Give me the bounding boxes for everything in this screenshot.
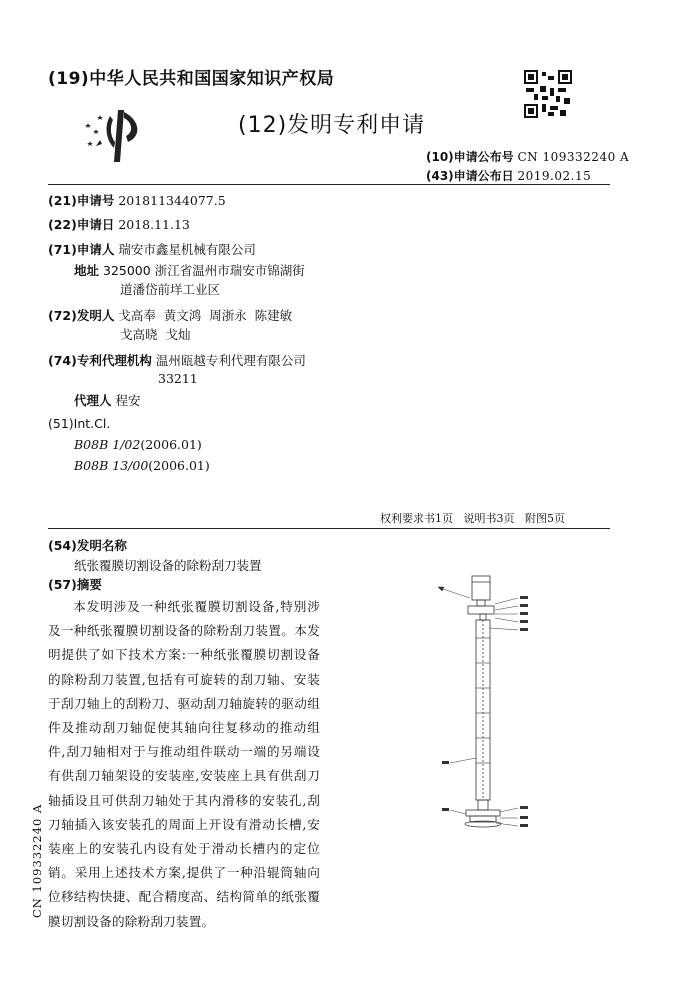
pages-summary: 权利要求书1页 说明书3页 附图5页 xyxy=(380,512,565,525)
applicant: 瑞安市鑫星机械有限公司 xyxy=(118,242,256,257)
inventors-line-2: 戈高晓 戈灿 xyxy=(120,327,191,342)
application-date-row xyxy=(48,215,190,233)
qr-code-icon xyxy=(524,70,572,118)
ipc-row-1 xyxy=(74,437,202,452)
agency-line-1: 温州瓯越专利代理有限公司 xyxy=(155,353,306,368)
ipc-code-1: B08B 1/02 xyxy=(74,437,141,452)
document-type-title: (12)发明专利申请 xyxy=(238,113,426,138)
agency-row xyxy=(48,351,306,369)
abstract-text: 本发明涉及一种纸张覆膜切割设备,特别涉及一种纸张覆膜切割设备的除粉刮刀装置。本发明提供了如下技术方案:一种纸张覆膜切割设备的除粉刮刀装置,包括有可旋转的刮刀轴、安装于刮刀轴上的刮粉刀、驱动刮刀轴旋转的驱动组件及推动刮刀轴促使其轴向往复移动的推动组件,刮刀轴相对于与推动组件联动一端的另端设有供刮刀轴架设的安装座,安装座上具有供刮刀轴插设且可供刮刀轴处于其内滑移的安装孔,刮刀轴插入该安装孔的周面上开设有滑动长槽,安装座上的安装孔内设有处于滑动长槽内的定位销。采用上述技术方案,提供了一种沿辊筒轴向位移结构快捷、配合精度高、结构简单的纸张覆膜切割设备的除粉刮刀装置。 xyxy=(48,599,320,929)
section-rule xyxy=(48,528,610,529)
agent-label: 代理人 xyxy=(74,393,112,408)
application-number-label: (21)申请号 xyxy=(48,193,115,208)
ipc-year-1: (2006.01) xyxy=(140,437,202,452)
publication-number-row xyxy=(426,148,629,165)
side-publication-code: CN 109332240 A xyxy=(30,803,44,918)
application-number-row xyxy=(48,191,226,209)
publication-number-label: (10)申请公布号 xyxy=(426,150,514,164)
agent: 程安 xyxy=(115,393,141,408)
address-row xyxy=(74,261,305,279)
mount-seat xyxy=(466,810,500,816)
publication-date-row xyxy=(426,167,591,184)
agency-label: (74)专利代理机构 xyxy=(48,353,152,368)
abstract-label: (57)摘要 xyxy=(48,577,102,592)
ipc-year-2: (2006.01) xyxy=(148,458,210,473)
publication-date: 2019.02.15 xyxy=(517,169,592,183)
inventors-row xyxy=(48,306,292,324)
application-number: 201811344077.5 xyxy=(118,193,226,208)
ipc-row-2 xyxy=(74,458,210,473)
address-label: 地址 xyxy=(74,263,100,278)
address-line-2: 道潘岱前垟工业区 xyxy=(120,282,221,297)
agency-code: 33211 xyxy=(158,371,198,386)
issuing-office: (19)中华人民共和国国家知识产权局 xyxy=(48,69,335,89)
publication-date-label: (43)申请公布日 xyxy=(426,169,514,183)
cnipa-emblem-icon xyxy=(80,106,152,164)
inventors-label: (72)发明人 xyxy=(48,308,115,323)
publication-number: CN 109332240 A xyxy=(517,150,630,164)
inventors-line-1: 戈高奉 黄文鸿 周浙永 陈建敏 xyxy=(118,308,293,323)
application-date-label: (22)申请日 xyxy=(48,217,115,232)
gearbox xyxy=(468,606,494,614)
application-date: 2018.11.13 xyxy=(118,217,190,232)
drive-motor xyxy=(472,576,490,600)
address-line-1: 325000 浙江省温州市瑞安市锦湖街 xyxy=(103,263,305,278)
int-cl-label: (51)Int.Cl. xyxy=(48,416,111,431)
ipc-code-2: B08B 13/00 xyxy=(74,458,149,473)
title-label: (54)发明名称 xyxy=(48,538,127,553)
technical-drawing xyxy=(420,568,540,838)
invention-title: 纸张覆膜切割设备的除粉刮刀装置 xyxy=(74,558,262,573)
applicant-row xyxy=(48,240,256,258)
applicant-label: (71)申请人 xyxy=(48,242,115,257)
agent-row xyxy=(74,391,141,409)
header-rule xyxy=(48,184,610,185)
